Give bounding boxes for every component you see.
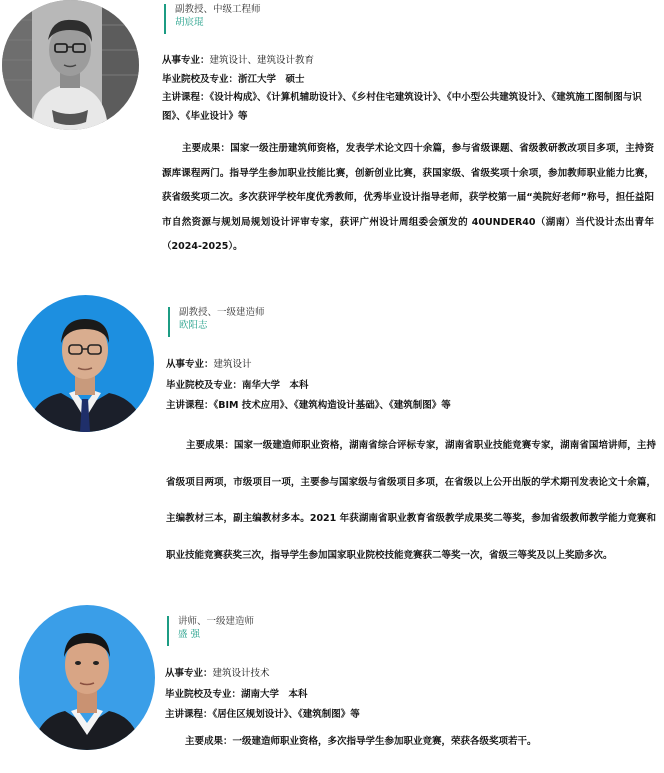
school-value: 浙江大学 硕士 — [238, 73, 305, 85]
courses-row — [165, 705, 655, 726]
teacher-1-achievement — [162, 137, 654, 260]
achievement-label: 主要成果： — [185, 736, 233, 747]
specialty-value: 建筑设计、建筑设计教育 — [209, 55, 315, 66]
achievement-label: 主要成果： — [186, 440, 234, 451]
teacher-rank: 副教授、一级建造师 — [179, 307, 265, 318]
portrait-image — [19, 605, 155, 750]
achievement-text: 一级建造师职业资格，多次指导学生参加职业竞赛，荣获各级奖项若干。 — [232, 736, 537, 747]
school-label: 毕业院校及专业： — [166, 379, 243, 391]
teacher-name: 胡宸琨 — [175, 17, 204, 28]
teacher-1-title — [164, 4, 261, 34]
portrait-image — [2, 0, 139, 130]
specialty-value: 建筑设计 — [213, 359, 252, 370]
school-row — [165, 685, 655, 706]
portrait-image — [17, 295, 154, 432]
specialty-row — [166, 355, 656, 376]
teacher-2-title — [168, 307, 265, 337]
teacher-rank: 副教授、中级工程师 — [175, 4, 261, 15]
teacher-name: 盛 强 — [178, 629, 201, 640]
specialty-row — [165, 664, 655, 685]
teacher-rank: 讲师、一级建造师 — [178, 616, 255, 627]
teacher-name: 欧阳志 — [179, 320, 208, 331]
teacher-3-title — [167, 616, 254, 646]
teacher-3-info — [165, 664, 655, 726]
courses-value: 《居住区规划设计》、《建筑制图》等 — [212, 709, 360, 720]
portrait-photo-3 — [19, 605, 155, 750]
specialty-label: 从事专业： — [162, 55, 210, 66]
school-row — [162, 71, 654, 90]
achievement-text: 国家一级建造师职业资格，湖南省综合评标专家，湖南省职业技能竞赛专家，湖南省国培讲师，主持省级项目两项，市级项目一项，主要参与国家级与省级项目多项，在省级以上公开出版的学术期刊发表论文十余篇，主编教材三本，副主编教材多本。2021 年获湖南省职业教育省级教学成果奖二等奖，参加省级教师教学能力竞赛和职业技能竞赛获奖三次，指导学生参加国家职业院校技能竞赛获二等奖一次，省级三等奖及以上奖励多次。 — [166, 440, 656, 561]
teacher-2-info — [166, 355, 656, 417]
courses-value: 《BIM 技术应用》、《建筑构造设计基础》、《建筑制图》等 — [213, 400, 451, 411]
achievement-text: 国家一级注册建筑师资格，发表学术论文四十余篇，参与省级课题、省级教研教改项目多项，主持资源库课程两门。指导学生参加职业技能比赛，创新创业比赛，获国家级、省级奖项十余项，参加教师职业能力比赛，获省级奖项二次。多次获评学校年度优秀教师，优秀毕业设计指导老师，获学校第一届“美院好老师”称号，担任益阳市自然资源与规划局规划设计评审专家，获评广州设计周组委会颁发的 40UNDER40（湖南）当代设计杰出青年（2024-2025）。 — [162, 143, 654, 252]
teacher-2-achievement — [166, 428, 656, 574]
school-label: 毕业院校及专业： — [165, 688, 242, 700]
specialty-row — [162, 52, 654, 71]
portrait-photo-1 — [2, 0, 139, 130]
specialty-label: 从事专业： — [166, 359, 214, 370]
school-value: 湖南大学 本科 — [241, 688, 308, 700]
school-value: 南华大学 本科 — [242, 379, 309, 391]
school-row — [166, 376, 656, 397]
portrait-photo-2 — [17, 295, 154, 432]
specialty-label: 从事专业： — [165, 668, 213, 679]
courses-row — [166, 396, 656, 417]
achievement-label: 主要成果： — [182, 143, 231, 154]
courses-label: 主讲课程： — [162, 92, 210, 103]
teacher-3-achievement — [165, 734, 655, 750]
courses-row — [162, 89, 654, 126]
school-label: 毕业院校及专业： — [162, 73, 239, 85]
courses-label: 主讲课程： — [165, 709, 213, 720]
courses-label: 主讲课程： — [166, 400, 214, 411]
specialty-value: 建筑设计技术 — [212, 668, 270, 679]
courses-value: 《设计构成》、《计算机辅助设计》、《乡村住宅建筑设计》、《中小型公共建筑设计》、《建筑施工图制图与识图》、《毕业设计》等 — [162, 92, 642, 122]
teacher-1-info — [162, 52, 654, 126]
